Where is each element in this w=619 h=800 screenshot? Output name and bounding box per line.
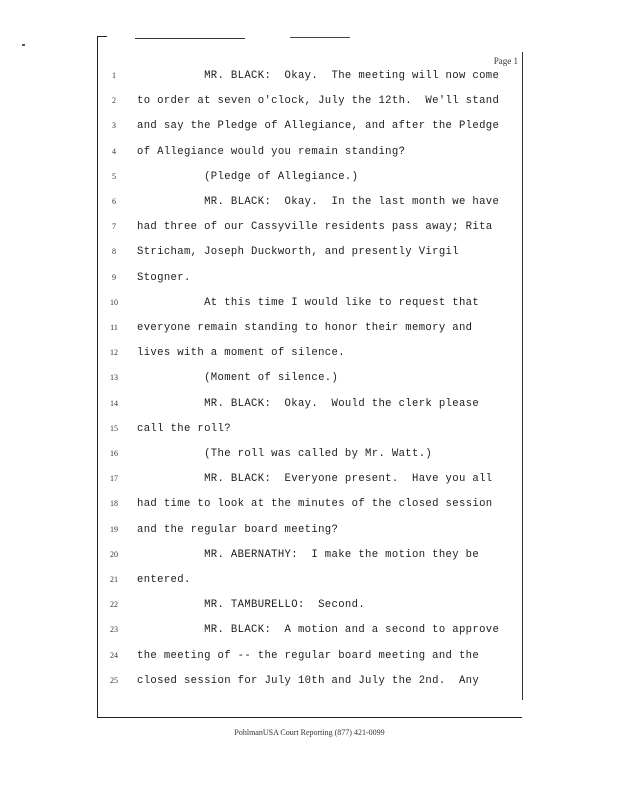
transcript-line: Stogner. — [137, 271, 191, 284]
line-number: 23 — [110, 625, 118, 635]
line-number: 14 — [110, 398, 118, 408]
frame-right-border — [522, 52, 523, 700]
line-number: 3 — [112, 121, 116, 131]
frame-top-border-segment — [290, 37, 350, 38]
frame-left-border — [97, 36, 98, 718]
line-number: 25 — [110, 675, 118, 685]
transcript-line: to order at seven o'clock, July the 12th. We'll stand — [137, 95, 500, 108]
line-number: 1 — [112, 71, 116, 80]
line-number: 17 — [110, 474, 118, 484]
page-number: Page 1 — [493, 56, 518, 66]
transcript-line: and say the Pledge of Allegiance, and after the Pledge — [137, 120, 500, 133]
transcript-line: MR. BLACK: Okay. The meeting will now come — [137, 70, 500, 82]
transcript-line: the meeting of -- the regular board meeting and the — [137, 649, 480, 662]
line-number: 10 — [110, 297, 118, 307]
transcript-line: MR. BLACK: A motion and a second to approve — [137, 624, 500, 637]
line-number: 12 — [110, 348, 118, 358]
line-number: 13 — [110, 373, 118, 383]
line-number: 7 — [112, 222, 116, 232]
frame-top-left-tick — [97, 36, 107, 37]
transcript-line: MR. ABERNATHY: I make the motion they be — [137, 548, 480, 561]
transcript-line: (The roll was called by Mr. Watt.) — [137, 448, 433, 460]
line-number: 8 — [112, 247, 116, 257]
frame-bottom-border — [97, 717, 522, 718]
line-number: 21 — [110, 575, 118, 584]
transcript-line: (Moment of silence.) — [137, 372, 339, 385]
transcript-line: had time to look at the minutes of the closed session — [137, 498, 493, 511]
transcript-line: MR. BLACK: Okay. Would the clerk please — [137, 397, 480, 410]
line-number: 20 — [110, 549, 118, 559]
line-number: 16 — [110, 449, 118, 458]
line-number: 5 — [112, 171, 116, 181]
line-number: 18 — [110, 499, 118, 509]
scan-speck — [22, 44, 25, 46]
line-number: 4 — [112, 146, 116, 156]
transcript-line: of Allegiance would you remain standing? — [137, 145, 406, 158]
line-number: 22 — [110, 600, 118, 610]
line-number: 6 — [112, 197, 116, 206]
court-reporter-footer: PohlmanUSA Court Reporting (877) 421-0099 — [234, 728, 385, 737]
transcript-line: (Pledge of Allegiance.) — [137, 170, 359, 183]
line-number: 9 — [112, 272, 116, 282]
transcript-line: everyone remain standing to honor their memory and — [137, 322, 473, 334]
transcript-line: MR. BLACK: Everyone present. Have you all — [137, 473, 493, 486]
transcript-line: and the regular board meeting? — [137, 523, 339, 536]
transcript-line: lives with a moment of silence. — [137, 347, 345, 360]
transcript-line: At this time I would like to request that — [137, 296, 480, 309]
frame-top-border — [135, 38, 245, 39]
line-number: 19 — [110, 524, 118, 534]
line-number: 24 — [110, 650, 118, 660]
transcript-line: MR. TAMBURELLO: Second. — [137, 599, 366, 612]
line-number: 15 — [110, 423, 118, 433]
transcript-line: MR. BLACK: Okay. In the last month we have — [137, 196, 500, 208]
transcript-line: had three of our Cassyville residents pass away; Rita — [137, 221, 493, 234]
transcript-line: closed session for July 10th and July the 2nd. Any — [137, 674, 480, 687]
transcript-line: Stricham, Joseph Duckworth, and presently Virgil — [137, 246, 459, 259]
transcript-line: call the roll? — [137, 422, 231, 435]
line-number: 2 — [112, 96, 116, 106]
transcript-line: entered. — [137, 574, 191, 586]
line-number: 11 — [110, 323, 118, 332]
